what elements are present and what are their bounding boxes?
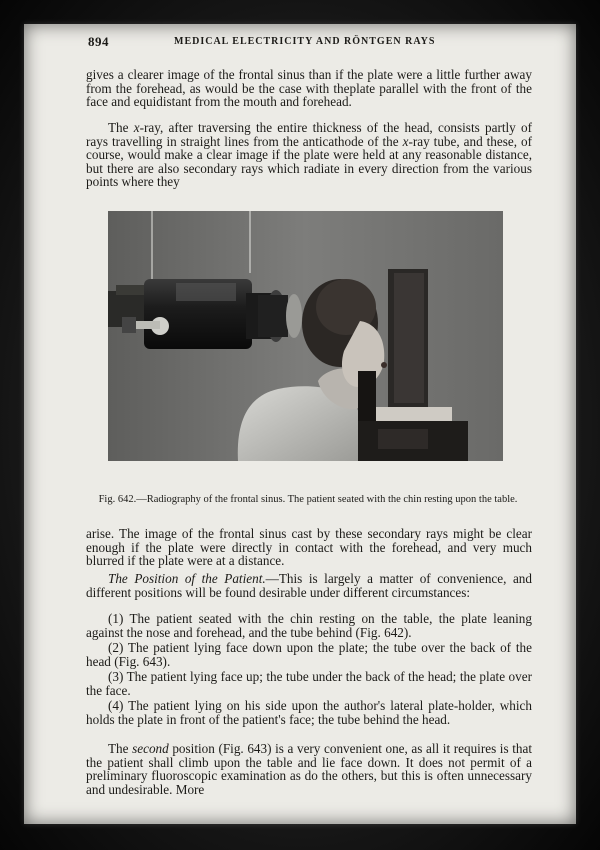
list-item-2: (2) The patient lying face down upon the plate; the tube over the back of the head (Fig. 643). (86, 640, 532, 669)
page-number: 894 (88, 34, 109, 49)
paragraph-4: The Position of the Patient.—This is largely a matter of convenience, and different positions will be found desirable under different circumstances: (86, 571, 532, 600)
list-item-4: (4) The patient lying on his side upon the author's lateral plate-holder, which holds the plate in front of the patient's face; the tube behind the head. (86, 698, 532, 727)
list-item-3: (3) The patient lying face up; the tube under the back of the head; the plate over the face. (86, 669, 532, 698)
paragraph-1: gives a clearer image of the frontal sinus than if the plate were a little further away from the forehead, as would be the case with theplate parallel with the front of the face and equidistant from the mouth and forehead. (86, 67, 532, 110)
section-heading: The Position of the Patient. (108, 571, 266, 586)
figure-caption: Fig. 642.—Radiography of the frontal sinus. The patient seated with the chin resting upon the table. (98, 494, 518, 505)
paragraph-3: arise. The image of the frontal sinus cast by these secondary rays might be clear enough if the plate were directly in contact with the forehead, and very much blurred if the plate were at a distance. (86, 526, 532, 569)
paragraph-9: The second position (Fig. 643) is a very convenient one, as all it requires is that the patient shall climb upon the table and lie face down. It does not permit of a preliminary fluoroscopic examination as do the others, but this is often unnecessary and undesirable. More (86, 741, 532, 797)
radiography-illustration (108, 211, 503, 461)
paragraph-2: The x-ray, after traversing the entire thickness of the head, consists partly of rays travelling in straight lines from the anticathode of the x-ray tube, and these, of course, would make a clear image if the plate were held at any reasonable distance, but there are also secondary rays which radiate in every direction from the various points where they (86, 120, 532, 190)
book-page (24, 24, 576, 824)
figure-photograph (108, 211, 503, 461)
list-item-1: (1) The patient seated with the chin resting on the table, the plate leaning against the nose and forehead, and the tube behind (Fig. 642). (86, 611, 532, 640)
running-title: MEDICAL ELECTRICITY AND RÖNTGEN RAYS (174, 36, 436, 47)
